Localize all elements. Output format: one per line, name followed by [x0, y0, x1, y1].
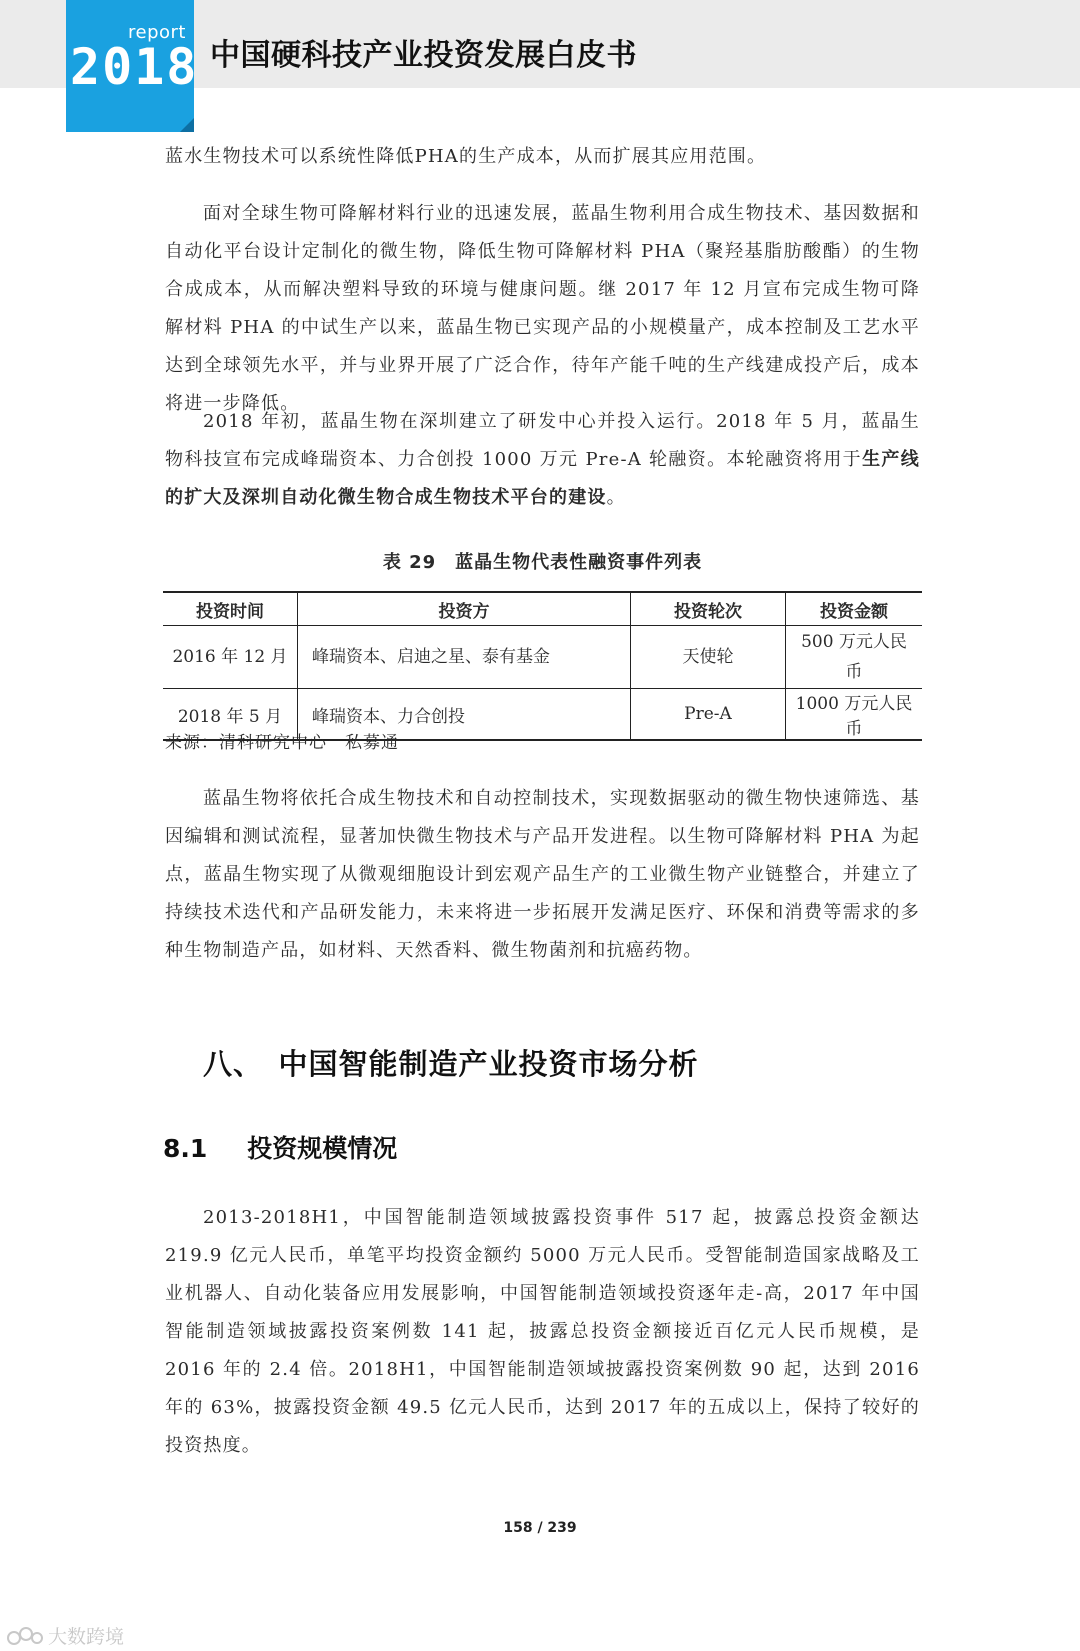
- table-cell-investor: 峰瑞资本、力合创投: [298, 689, 631, 741]
- table-header-cell: 投资轮次: [631, 592, 786, 626]
- table-cell-amount: 1000 万元人民币: [786, 689, 923, 741]
- table-header-row: [163, 592, 922, 626]
- paragraph-3: [165, 403, 920, 517]
- table-row: [163, 626, 922, 689]
- paragraph-1: 蓝水生物技术可以系统性降低PHA的生产成本，从而扩展其应用范围。: [165, 146, 767, 167]
- section-title: 投资规模情况: [247, 1134, 398, 1163]
- report-year-badge: [66, 0, 199, 132]
- table-source-note: 来源：清科研究中心 私募通: [165, 733, 399, 753]
- page-number: 158 / 239: [503, 1520, 577, 1536]
- table-cell-round: 天使轮: [631, 626, 786, 689]
- table-header-cell: 投资金额: [786, 592, 923, 626]
- financing-events-table: [163, 591, 922, 741]
- chapter-heading: 八、 中国智能制造产业投资市场分析: [203, 1047, 699, 1081]
- badge-fold-corner: [180, 118, 194, 132]
- paragraph-5: 2013-2018H1，中国智能制造领域披露投资事件 517 起，披露总投资金额达 219.9 亿元人民币，单笔平均投资金额约 5000 万元人民币。受智能制造国家战略及工业机器人、自动化装备应用发展影响，中国智能制造领域投资逐年走-高，2017 年中国智能制造领域披露投资案例数 141 起，披露总投资金额接近百亿元人民币规模，是 2016 年的 2.4 倍。2018H1，中国智能制造领域披露投资案例数 90 起，达到 2016 年的 63%，披露投资金额 49.5 亿元人民币，达到 2017 年的五成以上，保持了较好的投资热度。: [165, 1207, 920, 1456]
- watermark-logo-icon: [6, 1624, 44, 1648]
- paragraph-3-bold-text: 生产线的扩大及深圳自动化微生物合成生物技术平台的建设: [165, 449, 920, 508]
- table-header-cell: 投资时间: [163, 592, 298, 626]
- watermark-text: 大数跨境: [48, 1626, 125, 1648]
- watermark: [6, 1622, 124, 1649]
- section-heading: [163, 1129, 397, 1165]
- table-cell-time: 2016 年 12 月: [163, 626, 298, 689]
- paragraph-3-end: 。: [606, 487, 626, 508]
- table-cell-amount: 500 万元人民币: [786, 626, 923, 689]
- badge-year: 2018: [70, 38, 199, 96]
- table-cell-round: Pre-A: [631, 689, 786, 741]
- section-number: 8.1: [163, 1134, 208, 1163]
- table-caption: 表 29 蓝晶生物代表性融资事件列表: [382, 552, 703, 573]
- table-cell-investor: 峰瑞资本、启迪之星、泰有基金: [298, 626, 631, 689]
- table-cell-time: 2018 年 5 月: [163, 689, 298, 741]
- paragraph-4: 蓝晶生物将依托合成生物技术和自动控制技术，实现数据驱动的微生物快速筛选、基因编辑和测试流程，显著加快微生物技术与产品开发进程。以生物可降解材料 PHA 为起点，蓝晶生物实现了从微观细胞设计到宏观产品生产的工业微生物产业链整合，并建立了持续技术迭代和产品研发能力，未来将进一步拓展开发满足医疗、环保和消费等需求的多种生物制造产品，如材料、天然香料、微生物菌剂和抗癌药物。: [165, 788, 920, 961]
- paragraph-3-text: 2018 年初，蓝晶生物在深圳建立了研发中心并投入运行。2018 年 5 月，蓝晶生物科技宣布完成峰瑞资本、力合创投 1000 万元 Pre-A 轮融资。本轮融资将用于: [165, 411, 920, 470]
- badge-report-label: report: [128, 22, 186, 43]
- table-header-cell: 投资方: [298, 592, 631, 626]
- document-title: 中国硬科技产业投资发展白皮书: [210, 38, 637, 73]
- paragraph-2: 面对全球生物可降解材料行业的迅速发展，蓝晶生物利用合成生物技术、基因数据和自动化平台设计定制化的微生物，降低生物可降解材料 PHA（聚羟基脂肪酸酯）的生物合成成本，从而解决塑料导致的环境与健康问题。继 2017 年 12 月宣布完成生物可降解材料 PHA 的中试生产以来，蓝晶生物已实现产品的小规模量产，成本控制及工艺水平达到全球领先水平，并与业界开展了广泛合作，待年产能千吨的生产线建成投产后，成本将进一步降低。: [165, 203, 920, 414]
